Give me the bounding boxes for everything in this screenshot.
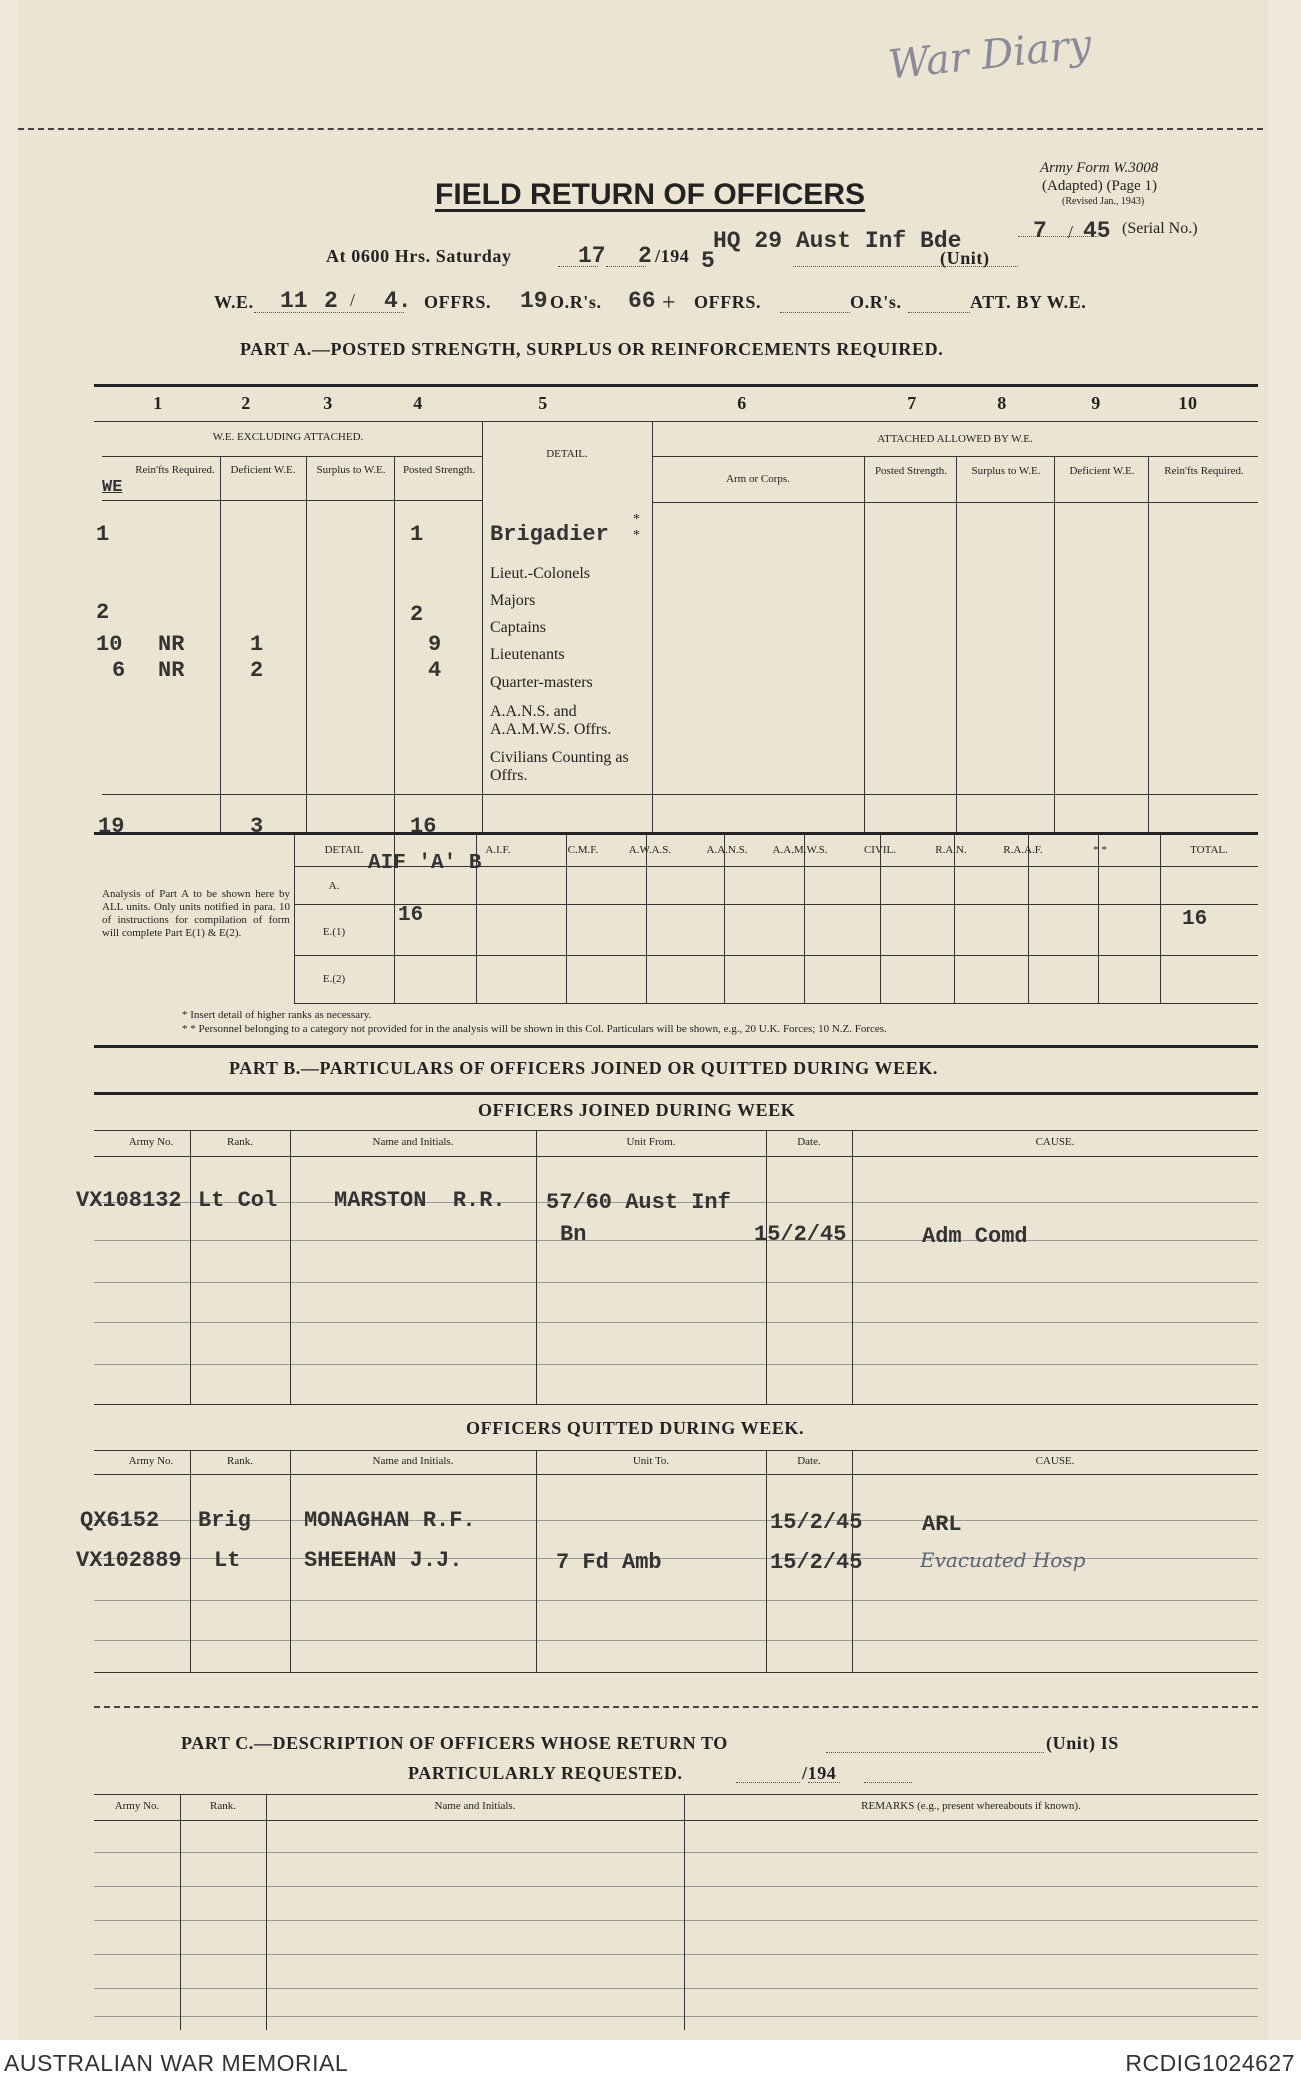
- ors2-label: O.R's.: [850, 292, 902, 312]
- serial-label: (Serial No.): [1122, 220, 1198, 237]
- part-c-title-b: PARTICULARLY REQUESTED.: [408, 1763, 683, 1783]
- joined-col-header: Unit From.: [626, 1136, 676, 1148]
- row-we: 6: [112, 658, 126, 683]
- joined-col-header: Army No.: [128, 1136, 174, 1148]
- quitted-col-header: Unit To.: [632, 1455, 670, 1467]
- col-header: Arm or Corps.: [726, 473, 790, 485]
- row-deficient: 1: [250, 632, 264, 657]
- att-label: ATT. BY W.E.: [970, 292, 1087, 312]
- row-we: 1: [96, 522, 110, 547]
- year-digit: 5: [701, 248, 715, 274]
- part-c-col-header: Name and Initials.: [434, 1800, 516, 1812]
- col-number: 9: [1091, 393, 1101, 413]
- quitted-date: 15/2/45: [770, 1550, 863, 1575]
- joined-date: 15/2/45: [754, 1222, 847, 1247]
- quitted-name: MONAGHAN R.F.: [304, 1508, 476, 1533]
- joined-col-header: Date.: [797, 1136, 821, 1148]
- quitted-army-no: VX102889: [76, 1548, 182, 1573]
- col-number: 7: [907, 393, 917, 413]
- col-number: 4: [413, 393, 423, 413]
- col-number: 3: [323, 393, 333, 413]
- we-mark: WE: [102, 478, 123, 497]
- we-a: 11: [280, 288, 308, 314]
- row-posted: 1: [410, 522, 424, 547]
- footer-source: AUSTRALIAN WAR MEMORIAL: [4, 2050, 349, 2076]
- quitted-col-header: Name and Initials.: [372, 1455, 454, 1467]
- row-detail: Lieut.-Colonels: [490, 565, 590, 582]
- joined-col-header: Rank.: [227, 1136, 253, 1148]
- analysis-note: Analysis of Part A to be shown here by ALL units. Only units notified in para. 10 of instructions for compilation of form will complete Part E(1) & E(2).: [102, 888, 290, 939]
- analysis-col-header: A.A.M.W.S.: [772, 844, 828, 856]
- col-header: Posted Strength.: [874, 465, 948, 477]
- unit-label: (Unit): [940, 248, 990, 268]
- part-c-col-header: REMARKS (e.g., present whereabouts if known).: [861, 1800, 1081, 1812]
- offrs-label: OFFRS.: [424, 292, 492, 312]
- analysis-col-header: A.A.N.S.: [706, 844, 748, 856]
- total-posted: 16: [410, 814, 437, 839]
- ors-value: 66: [628, 288, 656, 314]
- col-header: Posted Strength.: [402, 464, 476, 476]
- footnote-1: * Insert detail of higher ranks as necessary.: [182, 1009, 372, 1021]
- total-we: 19: [98, 814, 125, 839]
- detail-header: DETAIL.: [546, 448, 588, 460]
- higher-rank-asterisks: * *: [633, 512, 640, 543]
- row-detail: Quarter-masters: [490, 674, 593, 691]
- at-label: At 0600 Hrs. Saturday: [326, 246, 512, 266]
- analysis-col-header: A.I.F.: [485, 844, 511, 856]
- quitted-name: SHEEHAN J.J.: [304, 1548, 463, 1573]
- col-number: 8: [997, 393, 1007, 413]
- row-reinf: NR: [158, 658, 185, 683]
- unit-value: HQ 29 Aust Inf Bde: [713, 228, 962, 254]
- row-reinf: NR: [158, 632, 185, 657]
- month-value: 2: [638, 243, 652, 269]
- col-number: 1: [153, 393, 163, 413]
- row-detail: Majors: [490, 592, 536, 609]
- col-header: Rein'fts Required.: [135, 464, 215, 476]
- analysis-row-label: A.: [328, 880, 340, 892]
- row-detail: Lieutenants: [490, 646, 565, 663]
- analysis-col-header: R.A.N.: [935, 844, 967, 856]
- col-header: Deficient W.E.: [230, 464, 296, 476]
- part-c-title: PART C.—DESCRIPTION OF OFFICERS WHOSE RETURN TO: [181, 1733, 728, 1753]
- quitted-cause: ARL: [922, 1512, 962, 1537]
- joined-unit: 57/60 Aust Inf: [546, 1190, 731, 1215]
- analysis-col-header: R.A.A.F.: [1003, 844, 1043, 856]
- page-title: FIELD RETURN OF OFFICERS: [435, 178, 865, 211]
- analysis-row-label: E.(1): [322, 926, 346, 938]
- form-sheet: [18, 0, 1268, 2040]
- quitted-rank: Lt: [214, 1548, 241, 1573]
- analysis-col-header: C.M.F.: [567, 844, 599, 856]
- col-header: Rein'fts Required.: [1164, 465, 1244, 477]
- form-name: Army Form W.3008: [1040, 160, 1159, 176]
- row-we: 10: [96, 632, 123, 657]
- joined-cause: Adm Comd: [922, 1224, 1028, 1249]
- quitted-col-header: Date.: [797, 1455, 821, 1467]
- we-b: 2: [324, 288, 338, 314]
- col-header: Surplus to W.E.: [316, 464, 386, 476]
- serial-sep: /: [1068, 222, 1074, 242]
- group-right-header: ATTACHED ALLOWED BY W.E.: [877, 433, 1033, 445]
- we-sep: /: [350, 290, 356, 310]
- joined-rank: Lt Col: [198, 1188, 278, 1213]
- perforation-top: [18, 128, 1263, 130]
- form-adapted: (Adapted) (Page 1): [1042, 178, 1157, 194]
- day-value: 17: [578, 243, 606, 269]
- part-a-title: PART A.—POSTED STRENGTH, SURPLUS OR REINFORCEMENTS REQUIRED.: [240, 339, 944, 359]
- analysis-row-label: E.(2): [322, 973, 346, 985]
- group-left-header: W.E. EXCLUDING ATTACHED.: [212, 431, 364, 443]
- analysis-col-header: DETAIL: [324, 844, 364, 856]
- joined-col-header: CAUSE.: [1035, 1136, 1075, 1148]
- row-detail: Civilians Counting as Offrs.: [490, 749, 629, 784]
- joined-unit-line2: Bn: [560, 1222, 587, 1247]
- joined-col-header: Name and Initials.: [372, 1136, 454, 1148]
- row-deficient: 2: [250, 658, 264, 683]
- offrs2-label: OFFRS.: [694, 292, 762, 312]
- row-detail: A.A.N.S. and A.A.M.W.S. Offrs.: [490, 703, 612, 738]
- quitted-unit: 7 Fd Amb: [556, 1550, 662, 1575]
- col-header: Deficient W.E.: [1069, 465, 1135, 477]
- quitted-army-no: QX6152: [80, 1508, 160, 1533]
- joined-name: MARSTON R.R.: [334, 1188, 506, 1213]
- quitted-col-header: Army No.: [128, 1455, 174, 1467]
- footer-id: RCDIG1024627: [1125, 2050, 1295, 2076]
- we-label: W.E.: [214, 292, 254, 312]
- col-number: 6: [737, 393, 747, 413]
- plus-sign: +: [662, 290, 676, 316]
- handwritten-note: War Diary: [886, 21, 1094, 89]
- analysis-col-header: TOTAL.: [1190, 844, 1228, 856]
- joined-army-no: VX108132: [76, 1188, 182, 1213]
- we-c: 4.: [384, 288, 412, 314]
- total-deficient: 3: [250, 814, 264, 839]
- quitted-rank: Brig: [198, 1508, 251, 1533]
- analysis-col-header: * *: [1093, 844, 1107, 856]
- analysis-col-header: A.W.A.S.: [628, 844, 672, 856]
- analysis-total-value: 16: [1182, 908, 1208, 931]
- serial-a: 7: [1033, 218, 1047, 244]
- analysis-typed-header: AIF 'A' B: [368, 852, 482, 875]
- part-c-unit-label: (Unit) IS: [1046, 1733, 1119, 1753]
- col-header: Surplus to W.E.: [971, 465, 1041, 477]
- row-posted: 9: [428, 632, 442, 657]
- quitted-cause-handwritten: Evacuated Hosp: [920, 1548, 1086, 1572]
- row-posted: 2: [410, 602, 424, 627]
- quitted-col-header: Rank.: [227, 1455, 253, 1467]
- row-we: 2: [96, 600, 110, 625]
- part-b-title: PART B.—PARTICULARS OF OFFICERS JOINED OR QUITTED DURING WEEK.: [229, 1058, 939, 1078]
- footnote-2: * * Personnel belonging to a category not provided for in the analysis will be shown in this Col. Particulars will be shown, e.g., 20 U.K. Forces; 10 N.Z. Forces.: [182, 1023, 887, 1035]
- quitted-date: 15/2/45: [770, 1510, 863, 1535]
- part-c-date-suffix: /194: [802, 1763, 837, 1783]
- analysis-aif-value: 16: [398, 904, 424, 927]
- joined-title: OFFICERS JOINED DURING WEEK: [478, 1100, 796, 1120]
- col-number: 2: [241, 393, 251, 413]
- row-posted: 4: [428, 658, 442, 683]
- part-c-col-header: Army No.: [114, 1800, 160, 1812]
- footer: [0, 2040, 1301, 2082]
- row-detail: Brigadier: [490, 522, 609, 547]
- part-c-col-header: Rank.: [210, 1800, 236, 1812]
- quitted-title: OFFICERS QUITTED DURING WEEK.: [466, 1418, 805, 1438]
- ors-label: O.R's.: [550, 292, 602, 312]
- year-prefix: /194: [655, 246, 690, 266]
- analysis-col-header: CIVIL.: [863, 844, 897, 856]
- form-revised: (Revised Jan., 1943): [1062, 196, 1145, 207]
- offrs-value: 19: [520, 288, 548, 314]
- quitted-col-header: CAUSE.: [1035, 1455, 1075, 1467]
- col-number: 5: [538, 393, 548, 413]
- row-detail: Captains: [490, 619, 546, 636]
- serial-b: 45: [1083, 218, 1111, 244]
- col-number: 10: [1178, 393, 1198, 413]
